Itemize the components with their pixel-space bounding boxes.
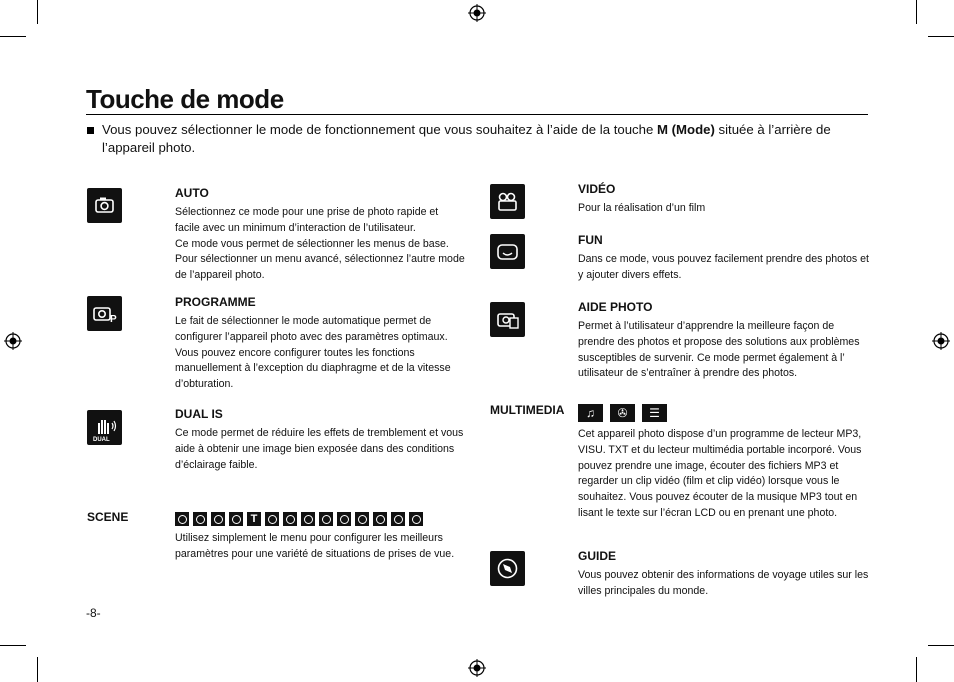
mode-heading-auto: AUTO [175,186,209,200]
registration-mark-icon [4,332,22,350]
film-reel-icon: ✇ [610,404,635,422]
scene-icon-strip [175,512,423,526]
camera-program-icon [87,296,122,331]
fun-camera-icon [490,234,525,269]
compass-icon [490,551,525,586]
mode-text-multimedia: Cet appareil photo dispose d’un programme de lecteur MP3, VISU. TXT et du lecteur multimédia portable incorporé. Vous pouvez prendre une image, écouter des fichiers MP3 et regarder un clip vidéo (film et clip vidéo) lorsque vous le souhaitez. Vous pouvez écouter de la musique MP3 tout en lisant le texte sur l’écran LCD ou en prenant une photo. [578,428,862,519]
mode-text-dual-is: Ce mode permet de réduire les effets de tremblement et vous aide à obtenir une image bien exposée dans des conditions d’éclairage faible. [175,427,464,471]
photo-help-icon [490,302,525,337]
mode-text-auto: Sélectionnez ce mode pour une prise de photo rapide et facile avec un minimum d’interaction de l’utilisateur. Ce mode vous permet de sélectionner les menus de base. Pour sélectionner un menu avancé, sélectionnez l’autre mode de l’appareil photo. [175,206,465,282]
page-number: -8- [86,606,101,620]
page-title: Touche de mode [86,84,284,114]
scene-9-icon [337,512,351,526]
scene-6-icon [283,512,297,526]
mode-text-guide: Vous pouvez obtenir des informations de voyage utiles sur les villes principales du monde. [578,569,869,597]
mode-text-video: Pour la réalisation d’un film [578,202,706,214]
mode-heading-video: VIDÉO [578,182,616,196]
intro-text: Vous pouvez sélectionner le mode de fonctionnement que vous souhaitez à l’aide de la touche [102,122,657,137]
mode-text-fun: Dans ce mode, vous pouvez facilement prendre des photos et y ajouter divers effets. [578,253,869,281]
mode-heading-aide-photo: AIDE PHOTO [578,300,653,314]
music-note-icon: ♫ [578,404,603,422]
scene-2-icon [193,512,207,526]
mode-text-scene: Utilisez simplement le menu pour configurer les meilleurs paramètres pour une variété de situations de prises de vue. [175,532,455,560]
mode-heading-guide: GUIDE [578,549,617,563]
bullet-square-icon [87,127,94,134]
scene-12-icon [391,512,405,526]
crop-mark [37,657,38,682]
mode-heading-dual-is: DUAL IS [175,407,223,421]
svg-text:P: P [110,314,117,325]
crop-mark [916,0,917,24]
scene-8-icon [319,512,333,526]
dual-icon-text: DUAL [93,437,110,443]
scene-11-icon [373,512,387,526]
mode-heading-programme: PROGRAMME [175,295,256,309]
intro-bold-key: M (Mode) [656,122,715,137]
crop-mark [37,0,38,24]
scene-10-icon [355,512,369,526]
text-viewer-icon: ☰ [642,404,667,422]
scene-4-icon [229,512,243,526]
mode-text-aide-photo: Permet à l’utilisateur d’apprendre la meilleure façon de prendre des photos et propose des solutions aux problèmes susceptibles de survenir. Ce mode permet également à l’ utilisateur de s’entraîner à prendre des photos. [578,320,860,380]
scene-label: SCENE [87,510,129,524]
mode-text-programme: Le fait de sélectionner le mode automatique permet de configurer l’appareil photo avec des paramètres optimaux. Vous pouvez encore configurer toutes les fonctions manuellement à l’exception du diaphragme et de la vitesse d’obturation. [175,315,451,391]
crop-mark [928,645,954,646]
title-rule [86,114,868,115]
registration-mark-icon [932,332,950,350]
scene-7-icon [301,512,315,526]
registration-mark-icon [468,659,486,677]
dual-is-hand-icon [87,410,122,445]
registration-mark-icon [468,4,486,22]
multimedia-icon-strip [578,404,667,422]
scene-text-icon: T [247,512,261,526]
crop-mark [916,657,917,682]
scene-1-icon [175,512,189,526]
scene-flower-icon [265,512,279,526]
multimedia-label: MULTIMEDIA [490,403,565,417]
mode-heading-fun: FUN [578,233,603,247]
intro-text-end: située à l’arrière de l’appareil photo. [102,122,831,155]
crop-mark [0,36,26,37]
camera-icon [87,188,122,223]
crop-mark [0,645,26,646]
scene-3-icon [211,512,225,526]
scene-13-icon [409,512,423,526]
crop-mark [928,36,954,37]
intro-paragraph [87,121,847,157]
video-camera-icon [490,184,525,219]
